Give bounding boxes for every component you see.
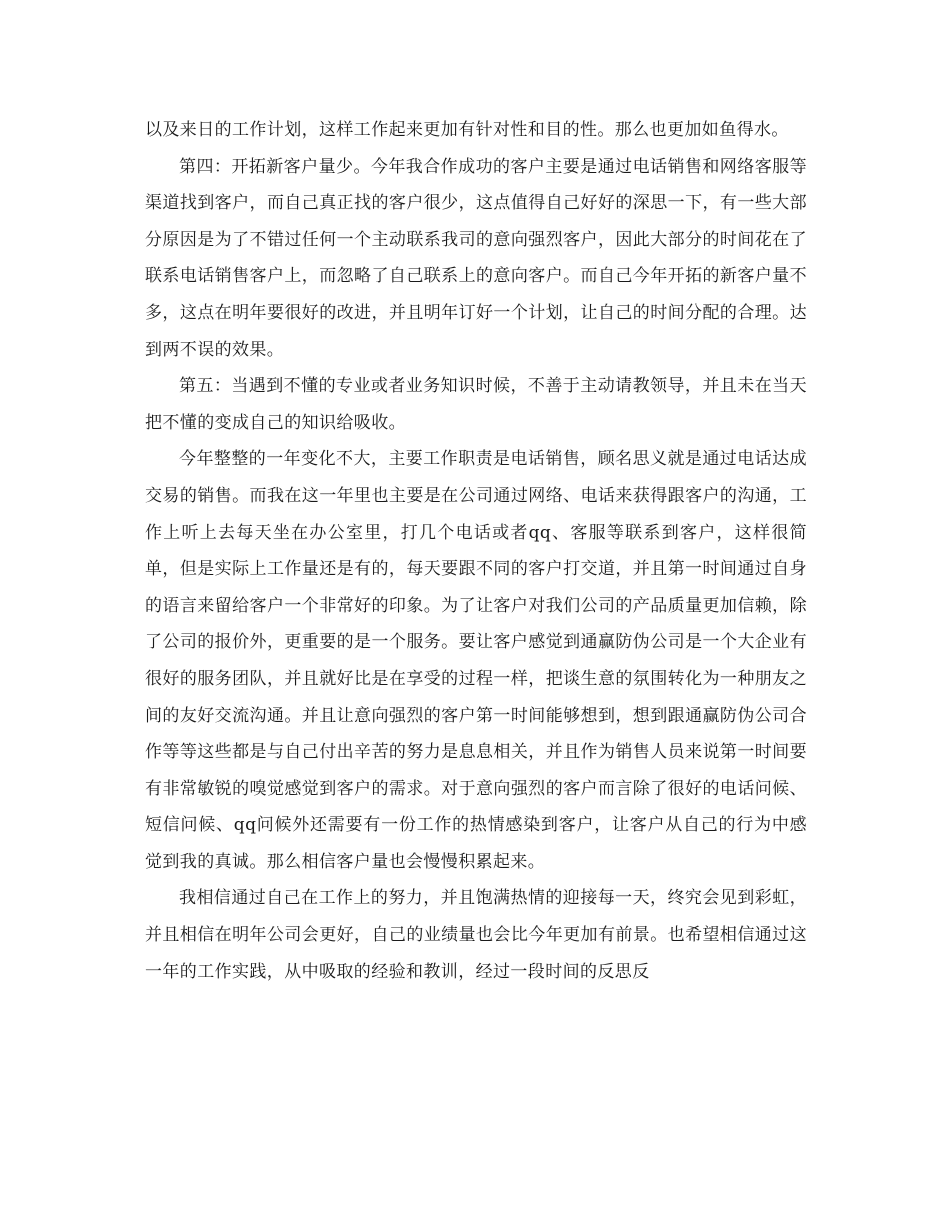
paragraph-outlook: 我相信通过自己在工作上的努力，并且饱满热情的迎接每一天，终究会见到彩虹，并且相信在明年公司会更好，自己的业绩量也会比今年更加有前景。也希望相信通过这一年的工作实践，从中吸取的经验和教训，经过一段时间的反思反: [145, 888, 807, 982]
paragraph-point-five: 第五：当遇到不懂的专业或者业务知识时候，不善于主动请教领导，并且未在当天把不懂的变成自己的知识给吸收。: [145, 376, 807, 433]
paragraph-year-summary: 今年整整的一年变化不大，主要工作职责是电话销售，顾名思义就是通过电话达成交易的销售。而我在这一年里也主要是在公司通过网络、电话来获得跟客户的沟通，工作上听上去每天坐在办公室里，打几个电话或者qq、客服等联系到客户，这样很简单，但是实际上工作量还是有的，每天要跟不同的客户打交道，并且第一时间通过自身的语言来留给客户一个非常好的印象。为了让客户对我们公司的产品质量更加信赖，除了公司的报价外，更重要的是一个服务。要让客户感觉到通赢防伪公司是一个大企业有很好的服务团队，并且就好比是在享受的过程一样，把谈生意的氛围转化为一种朋友之间的友好交流沟通。并且让意向强烈的客户第一时间能够想到，想到跟通赢防伪公司合作等等这些都是与自己付出辛苦的努力是息息相关，并且作为销售人员来说第一时间要有非常敏锐的嗅觉感觉到客户的需求。对于意向强烈的客户而言除了很好的电话问候、短信问候、qq问候外还需要有一份工作的热情感染到客户，让客户从自己的行为中感觉到我的真诚。那么相信客户量也会慢慢积累起来。: [145, 449, 807, 872]
document-body: [145, 112, 807, 990]
paragraph-continuation: 以及来日的工作计划，这样工作起来更加有针对性和目的性。那么也更加如鱼得水。: [145, 120, 789, 140]
paragraph-point-four: 第四：开拓新客户量少。今年我合作成功的客户主要是通过电话销售和网络客服等渠道找到客户，而自己真正找的客户很少，这点值得自己好好的深思一下，有一些大部分原因是为了不错过任何一个主动联系我司的意向强烈客户，因此大部分的时间花在了联系电话销售客户上，而忽略了自己联系上的意向客户。而自己今年开拓的新客户量不多，这点在明年要很好的改进，并且明年订好一个计划，让自己的时间分配的合理。达到两不误的效果。: [145, 156, 807, 360]
